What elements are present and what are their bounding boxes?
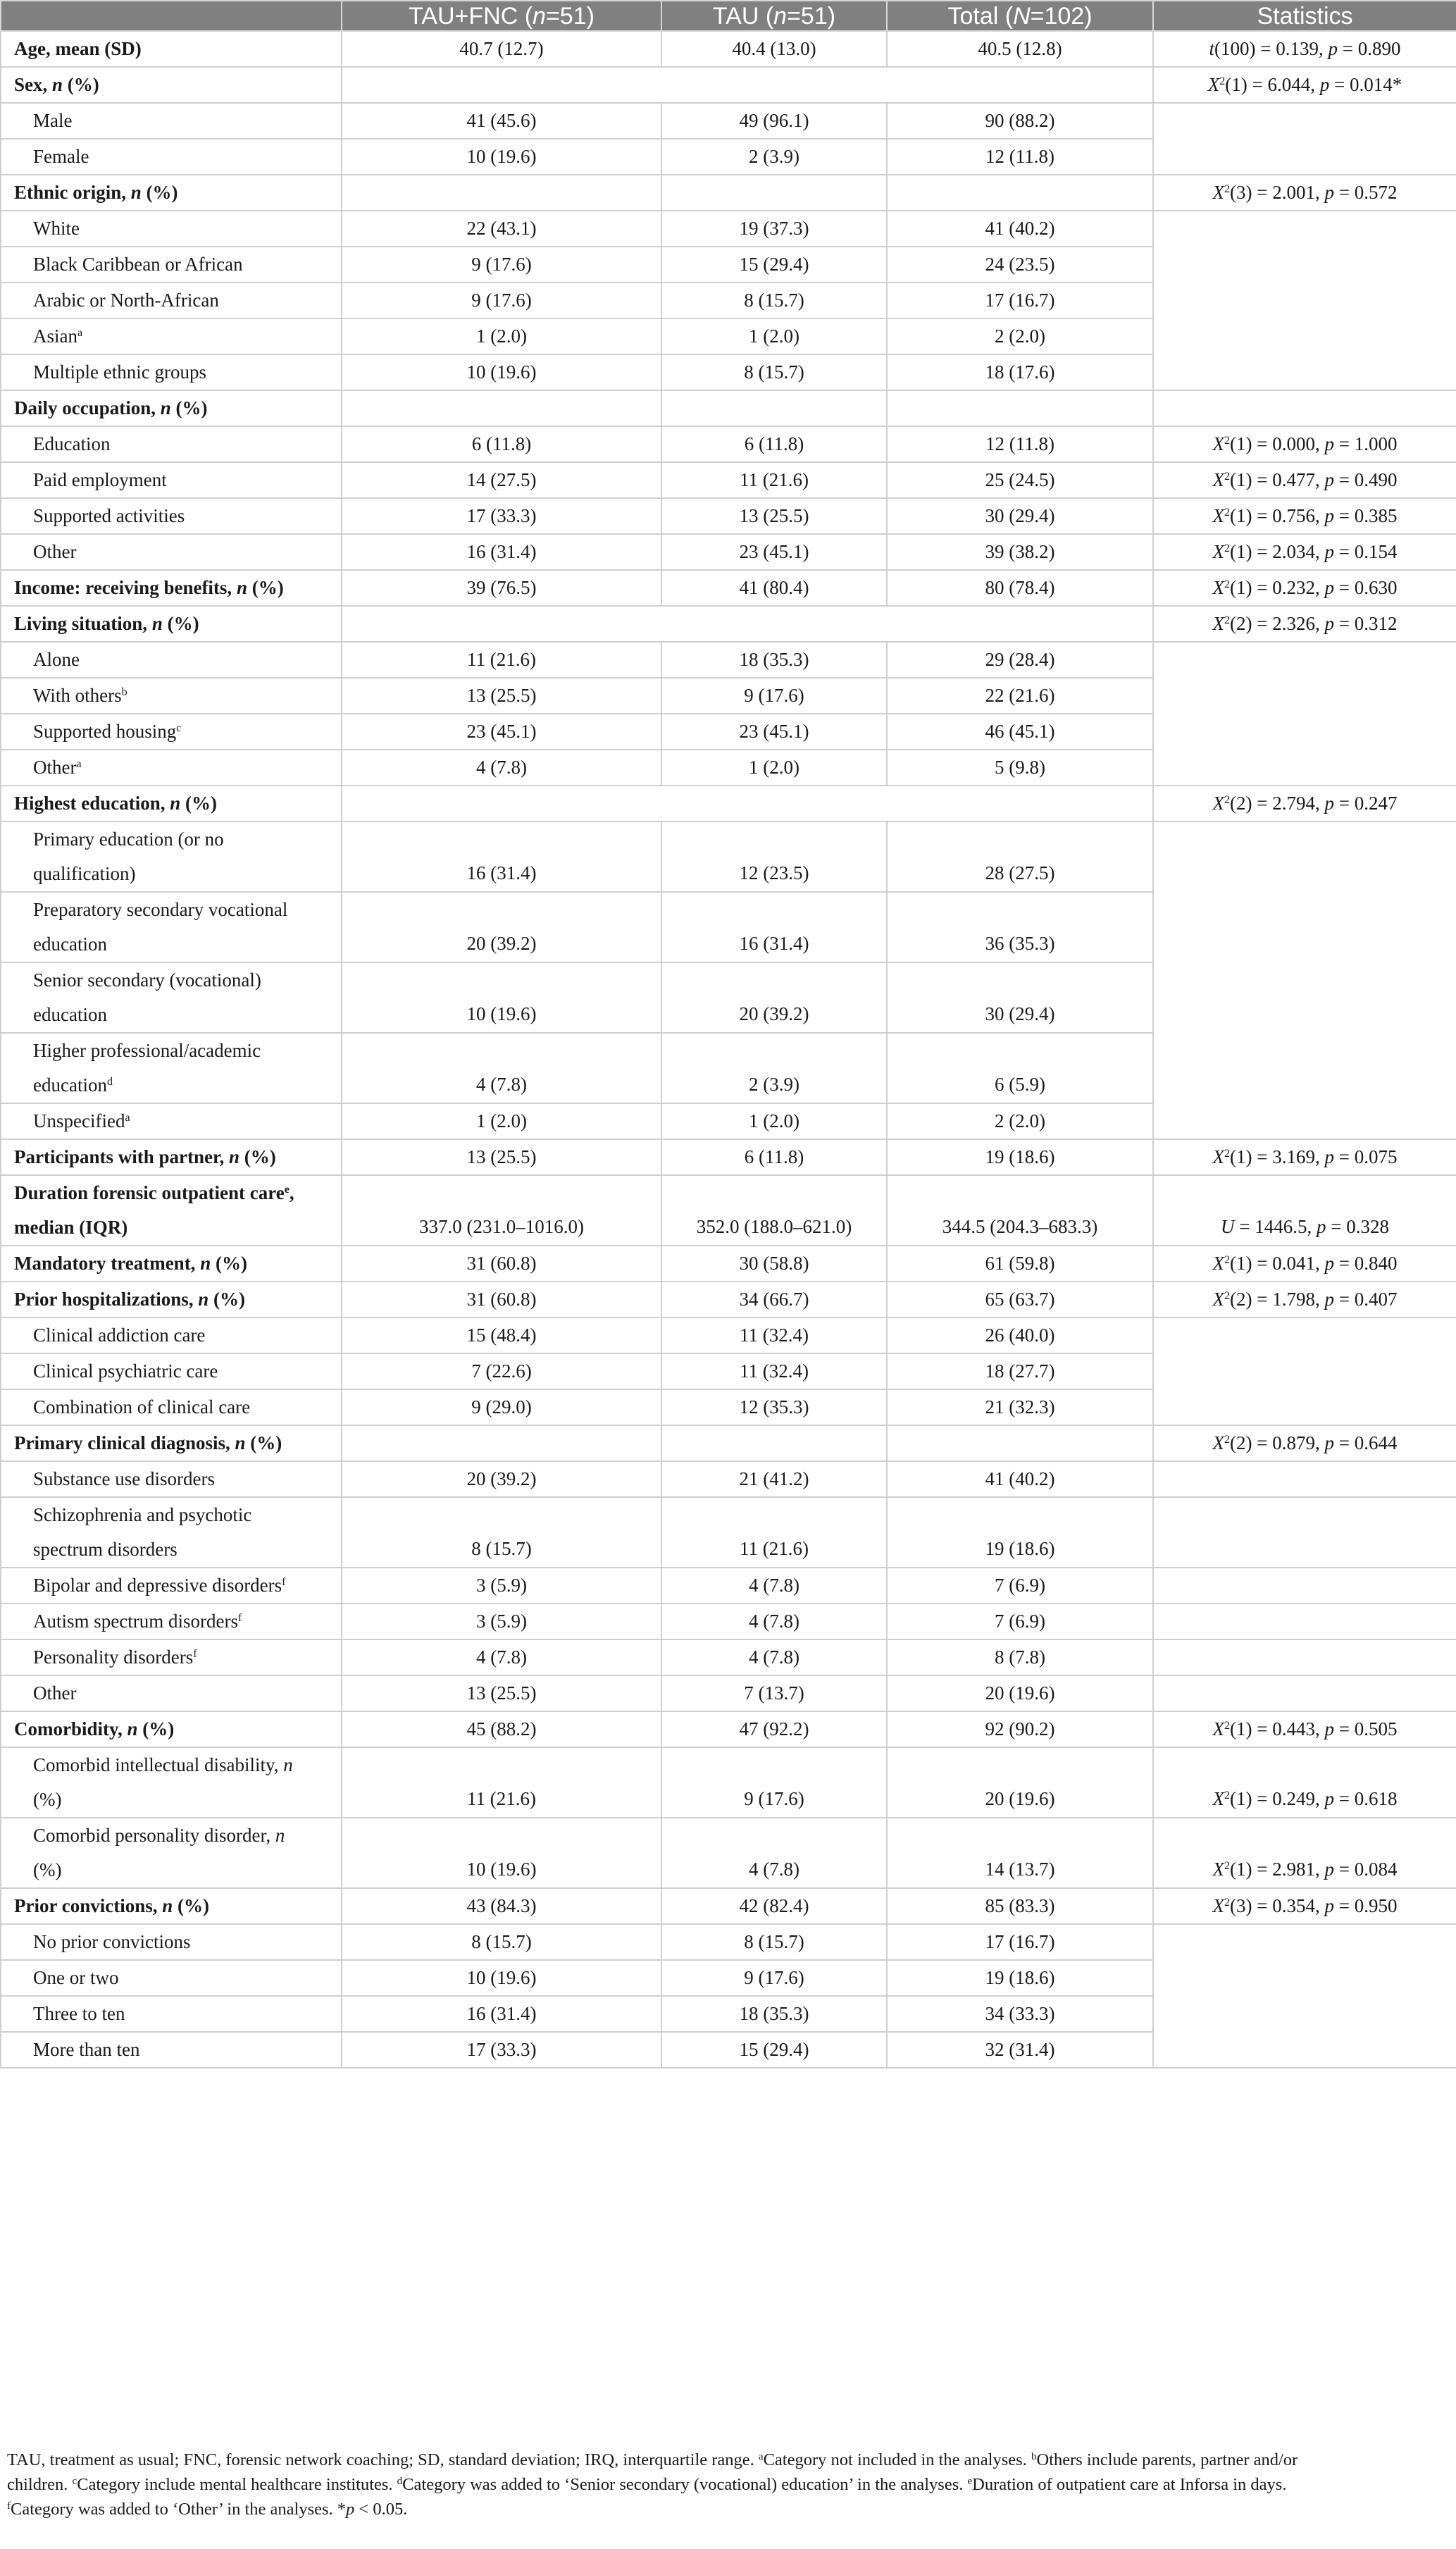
table-row <box>1 1425 1456 1461</box>
row-label: Education <box>1 426 342 462</box>
row-label: Duration forensic outpatient care$^e$, median (IQR) <box>1 1175 342 1246</box>
footnote-d: Category was added to ‘Senior secondary (vocational) education’ in the analyses. <box>402 2475 968 2494</box>
tau-cell: 8 (15.7) <box>661 354 887 390</box>
row-label: More than ten <box>1 2032 342 2068</box>
table-row <box>1 1604 1456 1639</box>
table-row <box>1 211 1456 247</box>
table-row <box>1 1888 1456 1924</box>
tau-fnc-cell: 41 (45.6) <box>342 103 661 139</box>
tau-fnc-cell: 337.0 (231.0–1016.0) <box>342 1175 661 1246</box>
statistics-cell: $X^2(1) = 2.034$, p = 0.154 <box>1153 534 1456 570</box>
tau-cell: 23 (45.1) <box>661 534 887 570</box>
statistics-cell <box>1153 1568 1456 1604</box>
column-header-4: Statistics <box>1153 1 1456 31</box>
statistics-cell <box>1153 1461 1456 1497</box>
total-cell: 7 (6.9) <box>887 1568 1153 1604</box>
tau-fnc-cell: 43 (84.3) <box>342 1888 661 1924</box>
tau-fnc-cell: 31 (60.8) <box>342 1282 661 1317</box>
footnote-significance: < 0.05. <box>354 2500 408 2519</box>
tau-cell: 1 (2.0) <box>661 750 887 786</box>
row-label: Mandatory treatment, n (%) <box>1 1246 342 1282</box>
tau-cell: 1 (2.0) <box>661 318 887 354</box>
total-cell: 46 (45.1) <box>887 714 1153 750</box>
row-label: With others$^b$ <box>1 678 342 714</box>
tau-fnc-cell: 20 (39.2) <box>342 892 661 962</box>
table-row <box>1 1711 1456 1747</box>
column-header-0 <box>1 1 342 31</box>
table-row <box>1 390 1456 426</box>
statistics-cell <box>1153 1317 1456 1425</box>
total-cell: 39 (38.2) <box>887 534 1153 570</box>
total-cell: 28 (27.5) <box>887 821 1153 892</box>
total-cell: 344.5 (204.3–683.3) <box>887 1175 1153 1246</box>
table-row <box>1 1675 1456 1711</box>
statistics-cell <box>1153 1497 1456 1568</box>
row-label: Clinical addiction care <box>1 1317 342 1353</box>
table-row <box>1 1639 1456 1675</box>
tau-fnc-cell: 10 (19.6) <box>342 1818 661 1888</box>
tau-fnc-cell: 20 (39.2) <box>342 1461 661 1497</box>
tau-fnc-cell: 40.7 (12.7) <box>342 31 661 67</box>
tau-cell: 4 (7.8) <box>661 1639 887 1675</box>
total-cell: 61 (59.8) <box>887 1246 1153 1282</box>
tau-fnc-cell <box>342 175 661 211</box>
total-cell: 19 (18.6) <box>887 1497 1153 1568</box>
tau-fnc-cell: 7 (22.6) <box>342 1353 661 1389</box>
tau-fnc-cell: 1 (2.0) <box>342 1103 661 1139</box>
tau-fnc-cell: 9 (17.6) <box>342 283 661 318</box>
tau-cell: 18 (35.3) <box>661 1996 887 2032</box>
tau-cell <box>661 175 887 211</box>
statistics-cell <box>1153 1924 1456 2068</box>
tau-fnc-cell: 15 (48.4) <box>342 1317 661 1353</box>
tau-cell: 41 (80.4) <box>661 570 887 606</box>
table-row <box>1 1317 1456 1353</box>
tau-cell: 23 (45.1) <box>661 714 887 750</box>
tau-cell: 13 (25.5) <box>661 498 887 534</box>
merged-cell <box>342 67 1153 103</box>
tau-fnc-cell: 4 (7.8) <box>342 1033 661 1103</box>
total-cell <box>887 1425 1153 1461</box>
table-row <box>1 1461 1456 1497</box>
statistics-cell <box>1153 1639 1456 1675</box>
row-label: Preparatory secondary vocational education <box>1 892 342 962</box>
statistics-cell <box>1153 642 1456 786</box>
tau-fnc-cell: 8 (15.7) <box>342 1497 661 1568</box>
tau-cell: 20 (39.2) <box>661 962 887 1033</box>
row-label: Sex, n (%) <box>1 67 342 103</box>
total-cell: 17 (16.7) <box>887 283 1153 318</box>
row-label: Supported housing$^c$ <box>1 714 342 750</box>
tau-cell: 15 (29.4) <box>661 247 887 283</box>
tau-cell: 34 (66.7) <box>661 1282 887 1317</box>
tau-cell: 6 (11.8) <box>661 1139 887 1175</box>
footnote-a: Category not included in the analyses. <box>763 2450 1031 2469</box>
table-row <box>1 1568 1456 1604</box>
total-cell: 25 (24.5) <box>887 462 1153 498</box>
tau-fnc-cell: 17 (33.3) <box>342 2032 661 2068</box>
total-cell: 20 (19.6) <box>887 1675 1153 1711</box>
row-label: Primary education (or no qualification) <box>1 821 342 892</box>
row-label: Primary clinical diagnosis, n (%) <box>1 1425 342 1461</box>
tau-cell: 47 (92.2) <box>661 1711 887 1747</box>
tau-cell: 19 (37.3) <box>661 211 887 247</box>
tau-cell: 18 (35.3) <box>661 642 887 678</box>
statistics-cell <box>1153 211 1456 390</box>
tau-cell: 11 (32.4) <box>661 1317 887 1353</box>
tau-cell: 4 (7.8) <box>661 1568 887 1604</box>
tau-cell: 12 (35.3) <box>661 1389 887 1425</box>
tau-fnc-cell: 13 (25.5) <box>342 678 661 714</box>
total-cell: 26 (40.0) <box>887 1317 1153 1353</box>
tau-fnc-cell: 16 (31.4) <box>342 821 661 892</box>
table-row <box>1 1497 1456 1568</box>
row-label: Higher professional/academic education$^d$ <box>1 1033 342 1103</box>
statistics-cell <box>1153 821 1456 1139</box>
row-label: Participants with partner, n (%) <box>1 1139 342 1175</box>
tau-cell: 9 (17.6) <box>661 1747 887 1818</box>
tau-fnc-cell: 16 (31.4) <box>342 1996 661 2032</box>
row-label: Other <box>1 1675 342 1711</box>
table-row <box>1 570 1456 606</box>
row-label: White <box>1 211 342 247</box>
tau-cell: 4 (7.8) <box>661 1604 887 1639</box>
tau-cell: 15 (29.4) <box>661 2032 887 2068</box>
tau-cell: 30 (58.8) <box>661 1246 887 1282</box>
tau-fnc-cell: 23 (45.1) <box>342 714 661 750</box>
total-cell <box>887 390 1153 426</box>
statistics-cell: $X^2(1) = 0.477$, p = 0.490 <box>1153 462 1456 498</box>
total-cell: 6 (5.9) <box>887 1033 1153 1103</box>
tau-fnc-cell <box>342 1425 661 1461</box>
footnote-line-1: TAU, treatment as usual; FNC, forensic network coaching; SD, standard deviation; IRQ, interquartile range. $^a$Category not included in the analyses. $^b$Others include parents, partner and/or <box>7 2450 1298 2469</box>
tau-fnc-cell: 3 (5.9) <box>342 1604 661 1639</box>
merged-cell <box>342 786 1153 821</box>
total-cell: 41 (40.2) <box>887 1461 1153 1497</box>
tau-cell: 7 (13.7) <box>661 1675 887 1711</box>
column-header-3: Total (N=102) <box>887 1 1153 31</box>
tau-fnc-cell: 31 (60.8) <box>342 1246 661 1282</box>
row-label: Supported activities <box>1 498 342 534</box>
footnote-c: Category include mental healthcare institutes. <box>77 2475 397 2494</box>
total-cell: 12 (11.8) <box>887 139 1153 175</box>
row-label: Combination of clinical care <box>1 1389 342 1425</box>
total-cell <box>887 175 1153 211</box>
row-label: Substance use disorders <box>1 1461 342 1497</box>
table-row <box>1 426 1456 462</box>
total-cell: 19 (18.6) <box>887 1960 1153 1996</box>
total-cell: 7 (6.9) <box>887 1604 1153 1639</box>
tau-cell: 12 (23.5) <box>661 821 887 892</box>
table-row <box>1 1139 1456 1175</box>
total-cell: 5 (9.8) <box>887 750 1153 786</box>
statistics-cell: $X^2(1) = 0.249$, p = 0.618 <box>1153 1747 1456 1818</box>
row-label: Daily occupation, n (%) <box>1 390 342 426</box>
footnote-line-2: children. $^c$Category include mental healthcare institutes. $^d$Category was added to ‘Senior secondary (vocational) education’ in the analyses. $^e$Duration of outpatient care at Inforsa in days. <box>7 2475 1287 2494</box>
table-row <box>1 821 1456 892</box>
total-cell: 18 (27.7) <box>887 1353 1153 1389</box>
total-cell: 29 (28.4) <box>887 642 1153 678</box>
total-cell: 92 (90.2) <box>887 1711 1153 1747</box>
table-row <box>1 175 1456 211</box>
statistics-cell: $X^2(1) = 3.169$, p = 0.075 <box>1153 1139 1456 1175</box>
tau-cell <box>661 1425 887 1461</box>
row-label: Black Caribbean or African <box>1 247 342 283</box>
statistics-cell <box>1153 1604 1456 1639</box>
tau-fnc-cell: 4 (7.8) <box>342 1639 661 1675</box>
table-row <box>1 642 1456 678</box>
tau-cell: 11 (32.4) <box>661 1353 887 1389</box>
tau-fnc-cell: 45 (88.2) <box>342 1711 661 1747</box>
table-row <box>1 534 1456 570</box>
tau-cell: 6 (11.8) <box>661 426 887 462</box>
tau-cell: 2 (3.9) <box>661 139 887 175</box>
tau-fnc-cell: 13 (25.5) <box>342 1675 661 1711</box>
total-cell: 22 (21.6) <box>887 678 1153 714</box>
tau-cell: 9 (17.6) <box>661 678 887 714</box>
statistics-cell: $X^2(3) = 0.354$, p = 0.950 <box>1153 1888 1456 1924</box>
total-cell: 21 (32.3) <box>887 1389 1153 1425</box>
table-row <box>1 103 1456 139</box>
row-label: Schizophrenia and psychotic spectrum disorders <box>1 1497 342 1568</box>
row-label: Other$^a$ <box>1 750 342 786</box>
tau-cell: 8 (15.7) <box>661 1924 887 1960</box>
table-row <box>1 1818 1456 1888</box>
row-label: No prior convictions <box>1 1924 342 1960</box>
total-cell: 20 (19.6) <box>887 1747 1153 1818</box>
row-label: Alone <box>1 642 342 678</box>
statistics-cell: $X^2(3) = 2.001$, p = 0.572 <box>1153 175 1456 211</box>
table-footnotes <box>7 2448 1451 2522</box>
row-label: Unspecified$^a$ <box>1 1103 342 1139</box>
statistics-cell: U = 1446.5, p = 0.328 <box>1153 1175 1456 1246</box>
row-label: Highest education, n (%) <box>1 786 342 821</box>
row-label: Income: receiving benefits, n (%) <box>1 570 342 606</box>
tau-fnc-cell: 14 (27.5) <box>342 462 661 498</box>
tau-cell: 11 (21.6) <box>661 462 887 498</box>
table-row <box>1 462 1456 498</box>
row-label: One or two <box>1 1960 342 1996</box>
table-header-row <box>1 1 1456 31</box>
tau-cell: 2 (3.9) <box>661 1033 887 1103</box>
row-label: Ethnic origin, n (%) <box>1 175 342 211</box>
tau-fnc-cell: 10 (19.6) <box>342 1960 661 1996</box>
statistics-cell: $X^2(1) = 0.232$, p = 0.630 <box>1153 570 1456 606</box>
footnote-f: Category was added to ‘Other’ in the analyses. <box>11 2500 337 2519</box>
table-row <box>1 31 1456 67</box>
footnote-b: Others include parents, partner and/or <box>1036 2450 1298 2469</box>
table-row <box>1 1246 1456 1282</box>
statistics-cell <box>1153 103 1456 175</box>
statistics-cell <box>1153 390 1456 426</box>
footnote-e: Duration of outpatient care at Inforsa in days. <box>972 2475 1287 2494</box>
row-label: Female <box>1 139 342 175</box>
total-cell: 32 (31.4) <box>887 2032 1153 2068</box>
footnote-line-3: $^f$Category was added to ‘Other’ in the analyses. *p < 0.05. <box>7 2500 408 2519</box>
total-cell: 2 (2.0) <box>887 1103 1153 1139</box>
tau-cell: 352.0 (188.0–621.0) <box>661 1175 887 1246</box>
total-cell: 85 (83.3) <box>887 1888 1153 1924</box>
total-cell: 17 (16.7) <box>887 1924 1153 1960</box>
row-label: Clinical psychiatric care <box>1 1353 342 1389</box>
tau-fnc-cell: 1 (2.0) <box>342 318 661 354</box>
table-row <box>1 1282 1456 1317</box>
column-header-1: TAU+FNC (n=51) <box>342 1 661 31</box>
row-label: Comorbid intellectual disability, n (%) <box>1 1747 342 1818</box>
statistics-cell <box>1153 1675 1456 1711</box>
total-cell: 8 (7.8) <box>887 1639 1153 1675</box>
row-label: Multiple ethnic groups <box>1 354 342 390</box>
tau-fnc-cell: 22 (43.1) <box>342 211 661 247</box>
statistics-cell: $X^2(1) = 0.443$, p = 0.505 <box>1153 1711 1456 1747</box>
table-row <box>1 67 1456 103</box>
total-cell: 41 (40.2) <box>887 211 1153 247</box>
tau-fnc-cell: 4 (7.8) <box>342 750 661 786</box>
table-row <box>1 498 1456 534</box>
total-cell: 12 (11.8) <box>887 426 1153 462</box>
row-label: Arabic or North-African <box>1 283 342 318</box>
tau-fnc-cell: 10 (19.6) <box>342 139 661 175</box>
tau-fnc-cell: 16 (31.4) <box>342 534 661 570</box>
table-row <box>1 1747 1456 1818</box>
footnote-abbreviations: TAU, treatment as usual; FNC, forensic network coaching; SD, standard deviation; IRQ, interquartile range. <box>7 2450 759 2469</box>
tau-fnc-cell <box>342 390 661 426</box>
table-row <box>1 606 1456 642</box>
tau-fnc-cell: 8 (15.7) <box>342 1924 661 1960</box>
statistics-cell: $X^2(2) = 2.326$, p = 0.312 <box>1153 606 1456 642</box>
tau-fnc-cell: 39 (76.5) <box>342 570 661 606</box>
statistics-cell: $X^2(1) = 2.981$, p = 0.084 <box>1153 1818 1456 1888</box>
column-header-2: TAU (n=51) <box>661 1 887 31</box>
statistics-cell: $X^2(1) = 0.756$, p = 0.385 <box>1153 498 1456 534</box>
total-cell: 18 (17.6) <box>887 354 1153 390</box>
merged-cell <box>342 606 1153 642</box>
row-label: Asian$^a$ <box>1 318 342 354</box>
row-label: Three to ten <box>1 1996 342 2032</box>
total-cell: 90 (88.2) <box>887 103 1153 139</box>
total-cell: 65 (63.7) <box>887 1282 1153 1317</box>
tau-cell <box>661 390 887 426</box>
footnote-b-continued: children. <box>7 2475 73 2494</box>
total-cell: 40.5 (12.8) <box>887 31 1153 67</box>
tau-fnc-cell: 9 (29.0) <box>342 1389 661 1425</box>
tau-fnc-cell: 6 (11.8) <box>342 426 661 462</box>
row-label: Comorbidity, n (%) <box>1 1711 342 1747</box>
statistics-cell: $X^2(1) = 6.044$, p = 0.014* <box>1153 67 1456 103</box>
row-label: Age, mean (SD) <box>1 31 342 67</box>
row-label: Bipolar and depressive disorders$^f$ <box>1 1568 342 1604</box>
tau-fnc-cell: 3 (5.9) <box>342 1568 661 1604</box>
tau-cell: 9 (17.6) <box>661 1960 887 1996</box>
row-label: Prior convictions, n (%) <box>1 1888 342 1924</box>
tau-cell: 4 (7.8) <box>661 1818 887 1888</box>
statistics-cell: $X^2(2) = 1.798$, p = 0.407 <box>1153 1282 1456 1317</box>
tau-cell: 49 (96.1) <box>661 103 887 139</box>
total-cell: 19 (18.6) <box>887 1139 1153 1175</box>
row-label: Personality disorders$^f$ <box>1 1639 342 1675</box>
row-label: Paid employment <box>1 462 342 498</box>
table-row <box>1 1175 1456 1246</box>
tau-cell: 21 (41.2) <box>661 1461 887 1497</box>
tau-fnc-cell: 11 (21.6) <box>342 642 661 678</box>
row-label: Comorbid personality disorder, n (%) <box>1 1818 342 1888</box>
row-label: Autism spectrum disorders$^f$ <box>1 1604 342 1639</box>
row-label: Prior hospitalizations, n (%) <box>1 1282 342 1317</box>
row-label: Male <box>1 103 342 139</box>
table-row <box>1 1924 1456 1960</box>
total-cell: 14 (13.7) <box>887 1818 1153 1888</box>
row-label: Senior secondary (vocational) education <box>1 962 342 1033</box>
tau-fnc-cell: 9 (17.6) <box>342 247 661 283</box>
total-cell: 30 (29.4) <box>887 962 1153 1033</box>
tau-cell: 42 (82.4) <box>661 1888 887 1924</box>
total-cell: 80 (78.4) <box>887 570 1153 606</box>
tau-cell: 40.4 (13.0) <box>661 31 887 67</box>
total-cell: 30 (29.4) <box>887 498 1153 534</box>
tau-fnc-cell: 10 (19.6) <box>342 354 661 390</box>
tau-cell: 16 (31.4) <box>661 892 887 962</box>
tau-fnc-cell: 10 (19.6) <box>342 962 661 1033</box>
statistics-cell: $X^2(2) = 0.879$, p = 0.644 <box>1153 1425 1456 1461</box>
total-cell: 36 (35.3) <box>887 892 1153 962</box>
tau-fnc-cell: 13 (25.5) <box>342 1139 661 1175</box>
tau-fnc-cell: 11 (21.6) <box>342 1747 661 1818</box>
tau-cell: 8 (15.7) <box>661 283 887 318</box>
tau-cell: 1 (2.0) <box>661 1103 887 1139</box>
statistics-cell: $X^2(2) = 2.794$, p = 0.247 <box>1153 786 1456 821</box>
total-cell: 34 (33.3) <box>887 1996 1153 2032</box>
row-label: Other <box>1 534 342 570</box>
tau-fnc-cell: 17 (33.3) <box>342 498 661 534</box>
statistics-cell: $X^2(1) = 0.041$, p = 0.840 <box>1153 1246 1456 1282</box>
statistics-cell: $X^2(1) = 0.000$, p = 1.000 <box>1153 426 1456 462</box>
tau-cell: 11 (21.6) <box>661 1497 887 1568</box>
total-cell: 24 (23.5) <box>887 247 1153 283</box>
row-label: Living situation, n (%) <box>1 606 342 642</box>
table-row <box>1 786 1456 821</box>
statistics-cell: t(100) = 0.139, p = 0.890 <box>1153 31 1456 67</box>
total-cell: 2 (2.0) <box>887 318 1153 354</box>
